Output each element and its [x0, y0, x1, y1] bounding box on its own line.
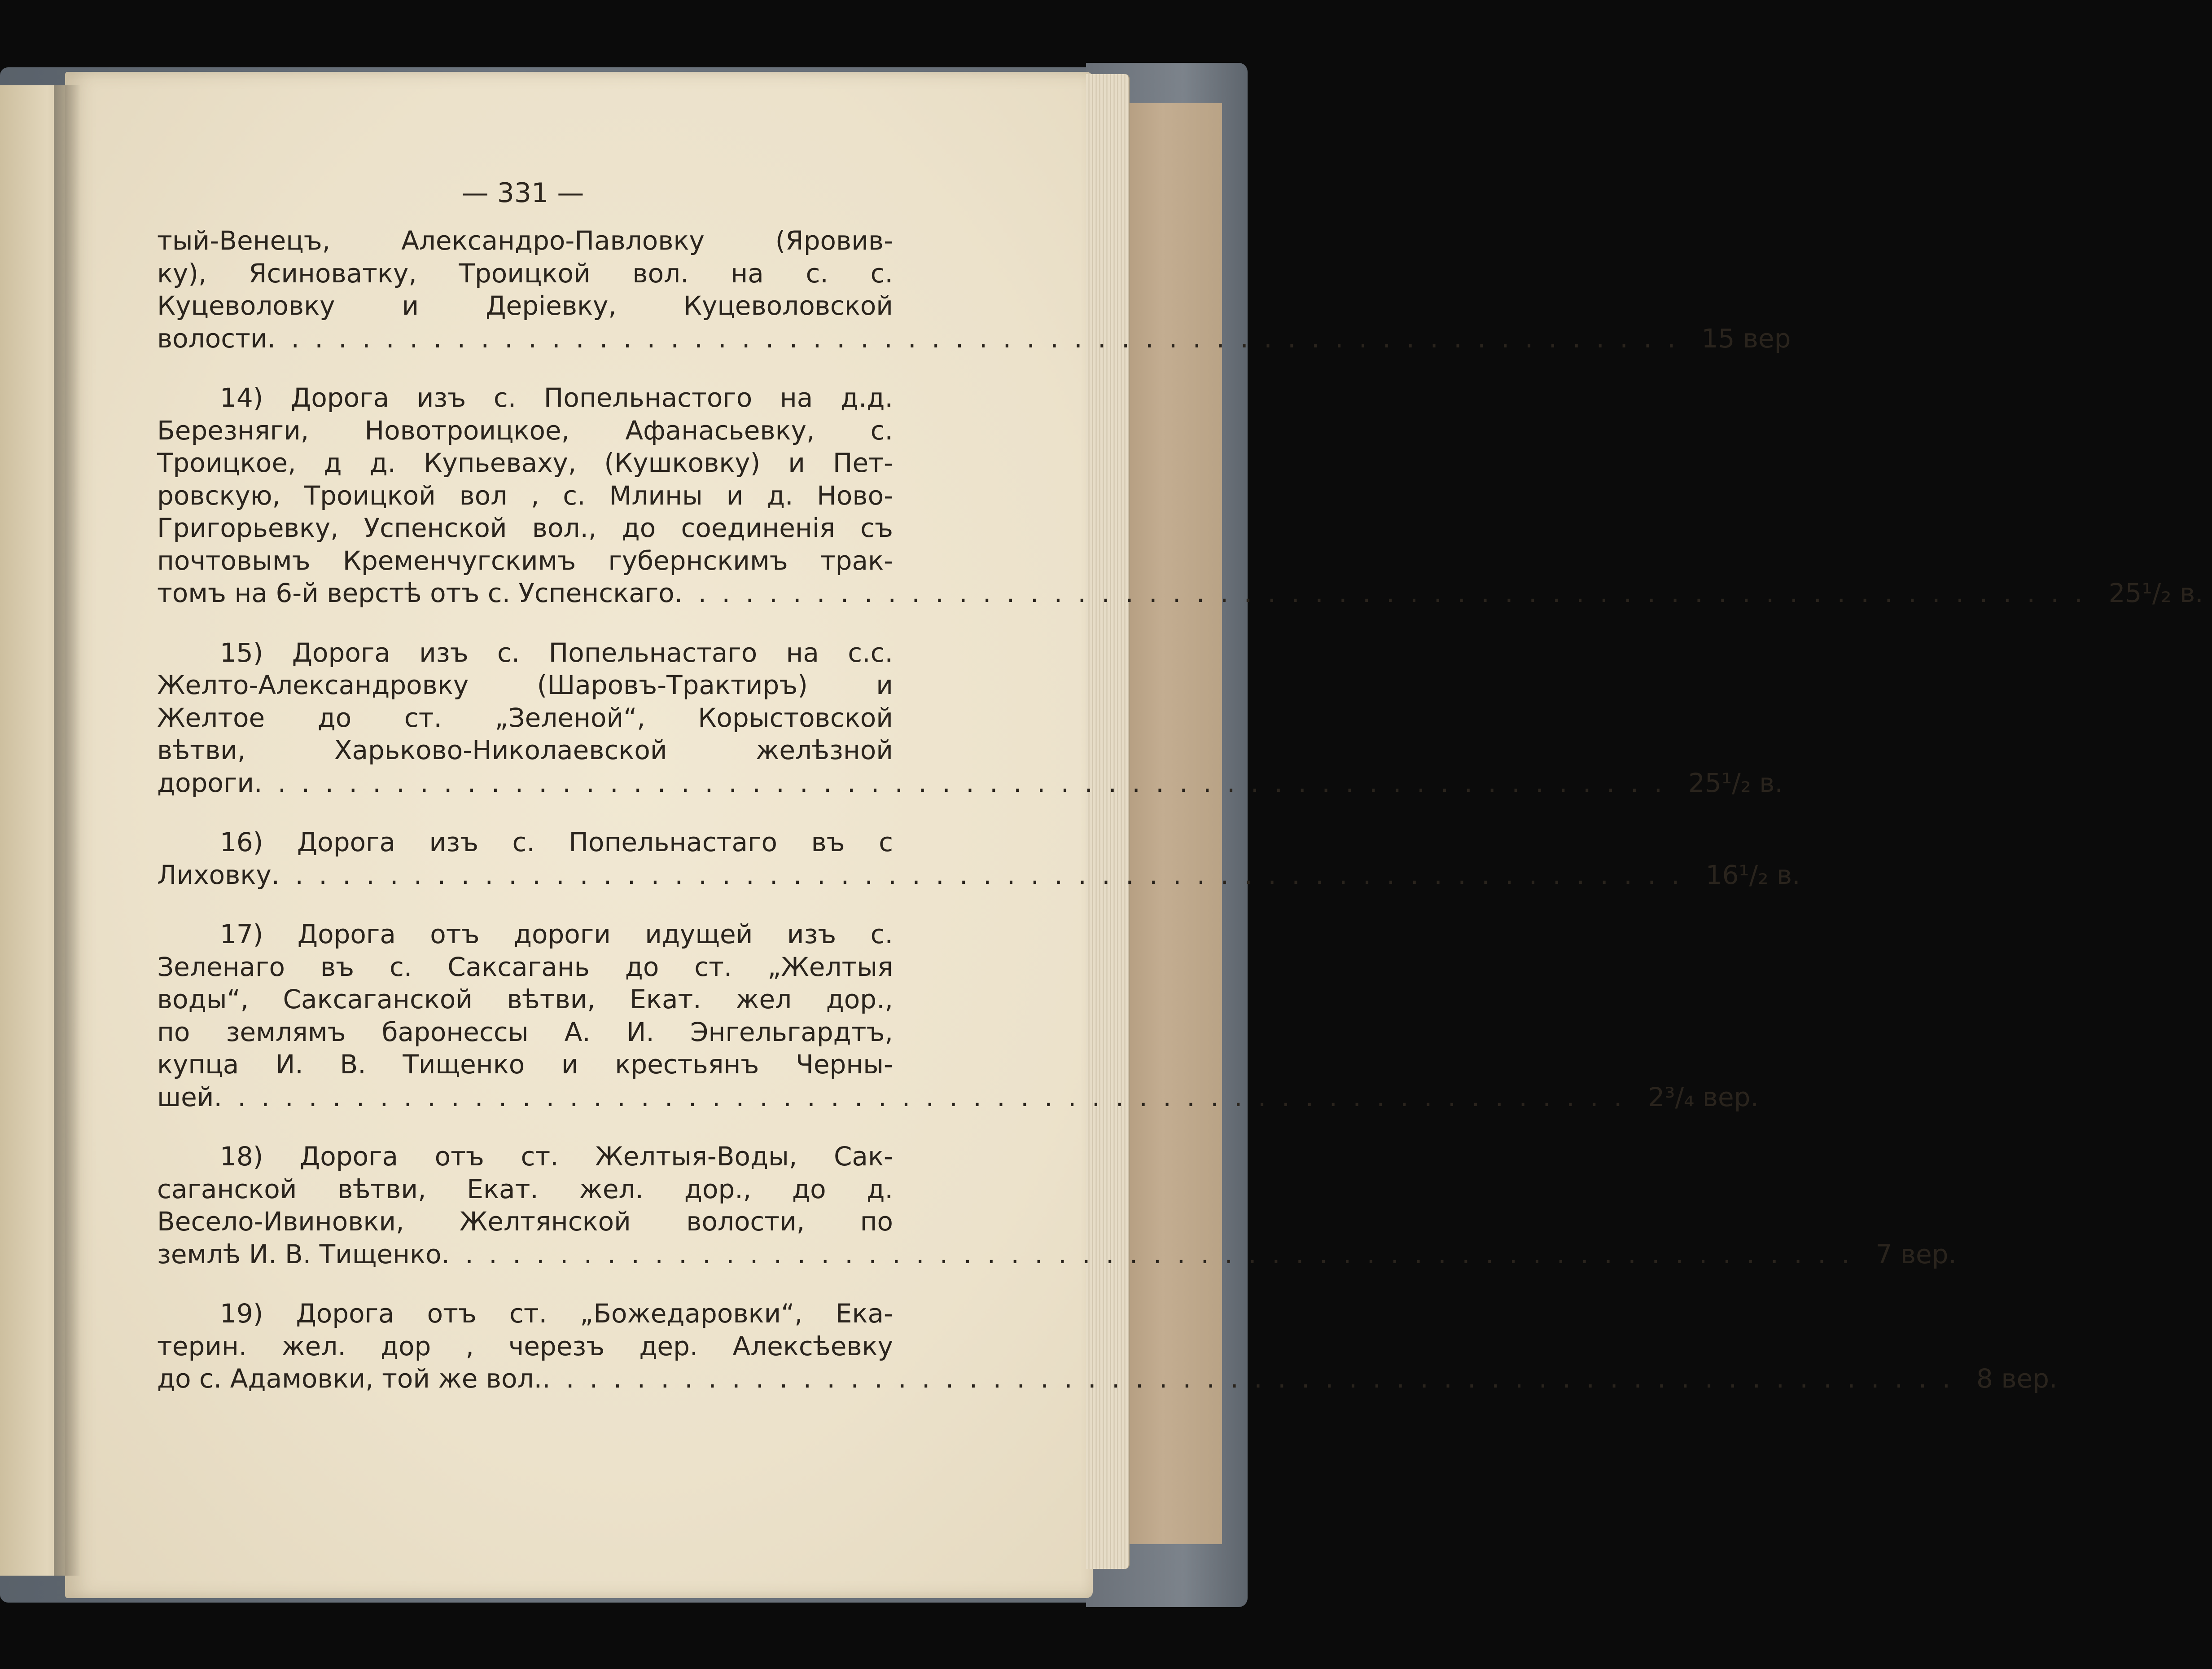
entry-line: 14) Дорога изъ с. Попельнастого на д.д. [220, 382, 893, 413]
entry-last-text: волости [157, 323, 267, 354]
road-entry [157, 1297, 2058, 1395]
entry-line: 16) Дорога изъ с. Попельнастаго въ с [220, 827, 893, 857]
entry-line: 15) Дорога изъ с. Попельнастаго на с.с. [220, 637, 893, 668]
entry-distance: 25¹/₂ в. [2108, 578, 2203, 608]
entry-last-text: дороги [157, 767, 254, 798]
entry-gap [157, 355, 893, 382]
entry-last-text: Лиховку [157, 859, 272, 890]
road-entry [157, 224, 1791, 355]
entry-total-line [157, 577, 2203, 610]
entry-total-line [157, 322, 1791, 355]
entry-line: Желто-Александровку (Шаровъ-Трактиръ) и [157, 670, 893, 700]
page-edges [1086, 74, 1130, 1569]
dot-leader: . . . . . . . . . . . . . . . . . . . . . . . . . . . . . . . . . . . . . . . . . . . . . . . . . . . . . . . . . . . . [542, 1363, 1954, 1394]
entry-line: Весело-Ивиновки, Желтянской волости, по [157, 1206, 893, 1237]
dot-leader: . . . . . . . . . . . . . . . . . . . . . . . . . . . . . . . . . . . . . . . . . . . . . . . . . . . . . . . . . . . . [267, 323, 1679, 354]
entry-distance: 15 вер [1701, 323, 1791, 354]
entry-line: саганской вѣтви, Екат. жел. дор., до д. [157, 1173, 893, 1204]
entry-line: Куцеволовку и Деріевку, Куцеволовской [157, 290, 893, 321]
entry-line: Григорьевку, Успенской вол., до соединенія съ [157, 513, 893, 543]
road-entries [157, 224, 2203, 1395]
entry-distance: 7 вер. [1875, 1239, 1957, 1269]
road-entry [157, 826, 1800, 891]
entry-line: Зеленаго въ с. Саксагань до ст. „Желтыя [157, 951, 893, 982]
dot-leader: . . . . . . . . . . . . . . . . . . . . . . . . . . . . . . . . . . . . . . . . . . . . . . . . . . . . . . . . . . . . [271, 859, 1683, 890]
entry-line: Желтое до ст. „Зеленой“, Корыстовской [157, 702, 893, 733]
entry-line: воды“, Саксаганской вѣтви, Екат. жел дор., [157, 984, 893, 1015]
entry-line: по землямъ баронессы А. И. Энгельгардтъ, [157, 1016, 893, 1047]
entry-distance: 16¹/₂ в. [1705, 859, 1800, 890]
entry-line: ровскую, Троицкой вол , с. Млины и д. Ново- [157, 480, 893, 511]
road-entry [157, 918, 1759, 1113]
entry-total-line [157, 1081, 1759, 1114]
entry-last-text: шей [157, 1081, 214, 1112]
entry-line: Троицкое, д д. Купьеваху, (Кушковку) и Пет- [157, 448, 893, 478]
entry-line: почтовымъ Кременчугскимъ губернскимъ трак- [157, 545, 893, 576]
entry-gap [157, 799, 893, 826]
entry-line: Березняги, Новотроицкое, Афанасьевку, с. [157, 415, 893, 446]
entry-gap [157, 610, 893, 637]
entry-last-text: томъ на 6-й верстѣ отъ с. Успенскаго [157, 578, 675, 608]
road-entry [157, 637, 1783, 799]
dot-leader: . . . . . . . . . . . . . . . . . . . . . . . . . . . . . . . . . . . . . . . . . . . . . . . . . . . . . . . . . . . . [254, 767, 1666, 798]
entry-line: ку), Ясиноватку, Троицкой вол. на с. с. [157, 258, 893, 289]
entry-line: терин. жел. дор , черезъ дер. Алексѣевку [157, 1331, 893, 1362]
entry-line: 19) Дорога отъ ст. „Божедаровки“, Ека- [220, 1298, 893, 1329]
entry-gap [157, 1270, 893, 1297]
entry-total-line [157, 1362, 2058, 1395]
entry-line: вѣтви, Харьково-Николаевской желѣзной [157, 735, 893, 765]
entry-line: купца И. В. Тищенко и крестьянъ Черны- [157, 1049, 893, 1080]
endpaper [1122, 103, 1222, 1544]
dot-leader: . . . . . . . . . . . . . . . . . . . . . . . . . . . . . . . . . . . . . . . . . . . . . . . . . . . . . . . . . . . . [674, 578, 2086, 608]
entry-line: тый-Венецъ, Александро-Павловку (Яровив- [157, 225, 893, 256]
entry-total-line [157, 1238, 1957, 1271]
spine-shadow [54, 85, 81, 1576]
entry-line: 18) Дорога отъ ст. Желтыя-Воды, Сак- [220, 1141, 893, 1172]
entry-total-line [157, 767, 1783, 799]
dot-leader: . . . . . . . . . . . . . . . . . . . . . . . . . . . . . . . . . . . . . . . . . . . . . . . . . . . . . . . . . . . . [441, 1239, 1853, 1269]
entry-distance: 2³/₄ вер. [1648, 1081, 1759, 1112]
entry-gap [157, 891, 893, 918]
entry-total-line [157, 859, 1800, 892]
road-entry [157, 382, 2203, 610]
entry-gap [157, 1113, 893, 1140]
entry-distance: 25¹/₂ в. [1688, 767, 1783, 798]
road-entry [157, 1140, 1957, 1270]
page-number: — 331 — [461, 177, 584, 209]
entry-last-text: землѣ И. В. Тищенко [157, 1239, 442, 1269]
entry-last-text: до с. Адамовки, той же вол. [157, 1363, 543, 1394]
entry-distance: 8 вер. [1976, 1363, 2058, 1394]
entry-line: 17) Дорога отъ дороги идущей изъ с. [220, 919, 893, 949]
dot-leader: . . . . . . . . . . . . . . . . . . . . . . . . . . . . . . . . . . . . . . . . . . . . . . . . . . . . . . . . . . . . [214, 1081, 1626, 1112]
page-text [157, 171, 2203, 1395]
